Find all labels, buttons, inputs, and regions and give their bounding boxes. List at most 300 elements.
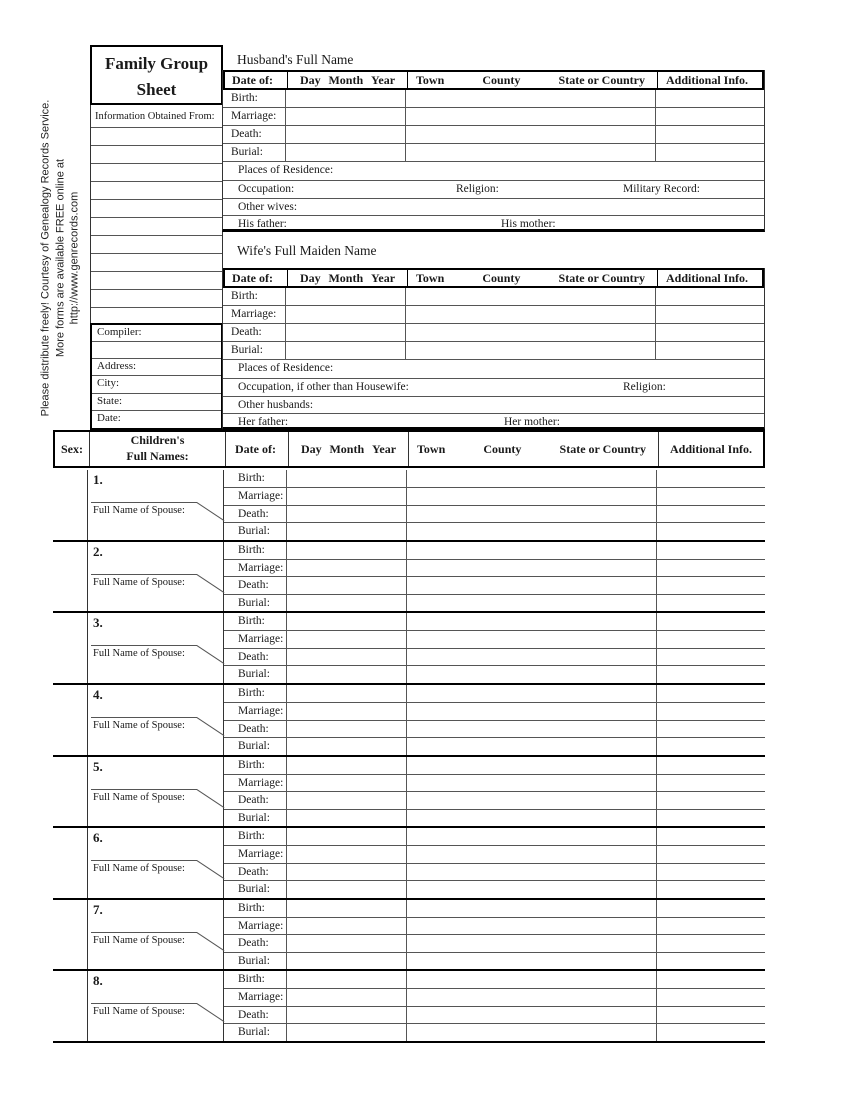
burial-label: Burial: [224, 738, 287, 755]
husband-other-wives-field[interactable] [223, 199, 764, 216]
date-cell[interactable] [287, 918, 407, 935]
husband-occupation-field[interactable] [223, 181, 764, 199]
additional-cell[interactable] [657, 810, 765, 827]
information-obtained-field[interactable] [91, 290, 222, 308]
spouse-divider-line [91, 932, 197, 933]
sidebar-note-line2: More forms are available FREE online at [54, 158, 67, 358]
child-8-event-rows [224, 971, 765, 1041]
marriage-label: Marriage: [224, 703, 287, 720]
wife-marriage-date-cell[interactable] [286, 306, 406, 323]
wife-parents-field[interactable] [223, 414, 764, 429]
death-label: Death: [224, 577, 287, 594]
child-birth-row [224, 685, 765, 703]
child-marriage-row [224, 775, 765, 793]
spouse-label: Full Name of Spouse: [93, 505, 185, 516]
husband-marriage-place-cell[interactable] [406, 108, 656, 125]
additional-cell[interactable] [657, 971, 765, 988]
child-death-row [224, 935, 765, 953]
child-number: 2. [93, 544, 103, 559]
child-7-name-cell[interactable] [88, 900, 224, 969]
husband-death-date-cell[interactable] [286, 126, 406, 143]
wife-burial-additional-cell[interactable] [656, 342, 764, 359]
husband-burial-date-cell[interactable] [286, 144, 406, 161]
wife-occupation-field[interactable] [223, 379, 764, 397]
place-cell[interactable] [407, 488, 657, 505]
date-cell[interactable] [287, 488, 407, 505]
compiler-field-extra[interactable] [92, 342, 221, 359]
wife-birth-place-cell[interactable] [406, 288, 656, 305]
sidebar-note [38, 85, 92, 430]
marriage-label: Marriage: [223, 108, 286, 125]
child-1-name-cell[interactable] [88, 470, 224, 540]
place-cell[interactable] [407, 900, 657, 917]
child-birth-row [224, 828, 765, 846]
burial-label: Burial: [224, 881, 287, 898]
child-birth-row [224, 757, 765, 775]
wife-table-header [223, 268, 764, 288]
child-5-name-cell[interactable] [88, 757, 224, 826]
wife-table [222, 268, 765, 430]
child-8-name-cell[interactable] [88, 971, 224, 1041]
child-3-event-rows [224, 613, 765, 683]
date-cell[interactable] [287, 881, 407, 898]
spouse-label: Full Name of Spouse: [93, 648, 185, 659]
header-day-month-year [288, 270, 408, 286]
city-field[interactable] [92, 376, 221, 393]
her-mother-label: Her mother: [504, 416, 560, 428]
additional-cell[interactable] [657, 488, 765, 505]
spouse-divider-line [91, 574, 197, 575]
military-record-label: Military Record: [623, 183, 700, 195]
date-cell[interactable] [287, 738, 407, 755]
child-6-name-cell[interactable] [88, 828, 224, 898]
header-year: Year [371, 72, 396, 87]
child-1-sex-cell[interactable] [53, 470, 88, 540]
place-cell[interactable] [407, 523, 657, 540]
date-cell[interactable] [287, 864, 407, 881]
spouse-divider-line [91, 717, 197, 718]
death-label: Death: [224, 1007, 287, 1024]
information-obtained-field[interactable] [91, 146, 222, 164]
place-cell[interactable] [407, 631, 657, 648]
additional-cell[interactable] [657, 703, 765, 720]
date-cell[interactable] [287, 666, 407, 683]
header-day-month-year [288, 72, 408, 88]
additional-cell[interactable] [657, 900, 765, 917]
place-cell[interactable] [407, 971, 657, 988]
child-4-name-cell[interactable] [88, 685, 224, 755]
date-cell[interactable] [287, 900, 407, 917]
husband-birth-additional-cell[interactable] [656, 90, 764, 107]
other-wives-label: Other wives: [238, 201, 298, 213]
child-2-name-cell[interactable] [88, 542, 224, 611]
information-obtained-field[interactable] [91, 128, 222, 146]
date-cell[interactable] [287, 506, 407, 523]
date-cell[interactable] [287, 935, 407, 952]
place-cell[interactable] [407, 560, 657, 577]
date-cell[interactable] [287, 613, 407, 630]
state-label: State: [97, 394, 123, 407]
child-3-block [53, 613, 765, 685]
husband-marriage-date-cell[interactable] [286, 108, 406, 125]
additional-cell[interactable] [657, 523, 765, 540]
wife-death-row [223, 324, 764, 342]
child-birth-row [224, 613, 765, 631]
place-cell[interactable] [407, 775, 657, 792]
additional-cell[interactable] [657, 953, 765, 970]
place-cell[interactable] [407, 506, 657, 523]
religion-label: Religion: [623, 381, 666, 393]
spouse-label: Full Name of Spouse: [93, 935, 185, 946]
husband-burial-additional-cell[interactable] [656, 144, 764, 161]
child-8-sex-cell[interactable] [53, 971, 88, 1041]
header-month: Month [328, 72, 364, 87]
spouse-label: Full Name of Spouse: [93, 1006, 185, 1017]
place-cell[interactable] [407, 953, 657, 970]
child-birth-row [224, 971, 765, 989]
child-3-name-cell[interactable] [88, 613, 224, 683]
child-1-block [53, 470, 765, 542]
header-county: County [482, 72, 521, 87]
husband-table [222, 70, 765, 232]
wife-death-date-cell[interactable] [286, 324, 406, 341]
child-1-event-rows [224, 470, 765, 540]
header-sex: Sex: [55, 432, 90, 466]
additional-cell[interactable] [657, 613, 765, 630]
spouse-divider-line [91, 789, 197, 790]
wife-burial-date-cell[interactable] [286, 342, 406, 359]
child-number: 5. [93, 759, 103, 774]
death-label: Death: [223, 324, 286, 341]
date-cell[interactable] [287, 631, 407, 648]
place-cell[interactable] [407, 703, 657, 720]
header-town: Town [416, 270, 445, 285]
child-2-block [53, 542, 765, 613]
place-cell[interactable] [407, 989, 657, 1006]
child-marriage-row [224, 846, 765, 864]
wife-marriage-place-cell[interactable] [406, 306, 656, 323]
place-cell[interactable] [407, 810, 657, 827]
header-state-or-country: State or Country [558, 72, 645, 87]
birth-label: Birth: [223, 288, 286, 305]
death-label: Death: [223, 126, 286, 143]
other-husbands-label: Other husbands: [238, 399, 314, 411]
her-father-label: Her father: [238, 416, 289, 428]
spouse-divider-line [91, 860, 197, 861]
husband-burial-place-cell[interactable] [406, 144, 656, 161]
header-date-of: Date of: [226, 432, 289, 466]
date-cell[interactable] [287, 792, 407, 809]
place-cell[interactable] [407, 613, 657, 630]
place-cell[interactable] [407, 738, 657, 755]
death-label: Death: [224, 792, 287, 809]
burial-label: Burial: [224, 595, 287, 612]
child-death-row [224, 721, 765, 739]
child-birth-row [224, 542, 765, 560]
additional-cell[interactable] [657, 1007, 765, 1024]
date-cell[interactable] [287, 685, 407, 702]
husband-parents-field[interactable] [223, 216, 764, 231]
form-title-line2: Sheet [136, 79, 177, 99]
header-month: Month [329, 441, 365, 456]
children-table-header [53, 430, 765, 468]
additional-cell[interactable] [657, 881, 765, 898]
death-label: Death: [224, 721, 287, 738]
place-cell[interactable] [407, 846, 657, 863]
information-obtained-field[interactable] [91, 254, 222, 272]
birth-label: Birth: [224, 542, 287, 559]
additional-cell[interactable] [657, 918, 765, 935]
header-additional-info: Additional Info. [666, 270, 749, 285]
burial-label: Burial: [224, 666, 287, 683]
header-county: County [482, 270, 521, 285]
child-number: 1. [93, 472, 103, 487]
date-cell[interactable] [287, 649, 407, 666]
child-4-block [53, 685, 765, 757]
wife-marriage-additional-cell[interactable] [656, 306, 764, 323]
husband-marriage-additional-cell[interactable] [656, 108, 764, 125]
child-6-sex-cell[interactable] [53, 828, 88, 898]
address-field[interactable] [92, 359, 221, 376]
child-number: 6. [93, 830, 103, 845]
wife-other-husbands-field[interactable] [223, 397, 764, 414]
places-of-residence-label: Places of Residence: [238, 164, 334, 176]
additional-cell[interactable] [657, 935, 765, 952]
place-cell[interactable] [407, 649, 657, 666]
birth-label: Birth: [224, 757, 287, 774]
header-year: Year [371, 270, 396, 285]
death-label: Death: [224, 649, 287, 666]
date-field[interactable] [92, 411, 221, 428]
child-6-event-rows [224, 828, 765, 898]
compiler-box [90, 323, 223, 430]
additional-cell[interactable] [657, 666, 765, 683]
husband-death-row [223, 126, 764, 144]
date-cell[interactable] [287, 577, 407, 594]
place-cell[interactable] [407, 757, 657, 774]
form-title-line1: Family Group [104, 54, 209, 73]
child-burial-row [224, 595, 765, 612]
birth-label: Birth: [224, 685, 287, 702]
header-town-county-state [408, 270, 658, 286]
spouse-label: Full Name of Spouse: [93, 863, 185, 874]
child-7-sex-cell[interactable] [53, 900, 88, 969]
child-death-row [224, 792, 765, 810]
date-cell[interactable] [287, 703, 407, 720]
wife-places-of-residence-field[interactable] [223, 360, 764, 379]
occupation-if-other-label: Occupation, if other than Housewife: [238, 381, 409, 393]
information-obtained-field[interactable] [91, 200, 222, 218]
child-marriage-row [224, 631, 765, 649]
date-cell[interactable] [287, 953, 407, 970]
place-cell[interactable] [407, 542, 657, 559]
additional-cell[interactable] [657, 470, 765, 487]
child-number: 7. [93, 902, 103, 917]
burial-label: Burial: [223, 144, 286, 161]
child-marriage-row [224, 488, 765, 506]
information-obtained-field[interactable] [91, 272, 222, 290]
burial-label: Burial: [223, 342, 286, 359]
additional-cell[interactable] [657, 775, 765, 792]
his-father-label: His father: [238, 218, 287, 230]
date-cell[interactable] [287, 523, 407, 540]
date-cell[interactable] [287, 828, 407, 845]
information-obtained-field[interactable] [91, 236, 222, 254]
burial-label: Burial: [224, 1024, 287, 1041]
additional-cell[interactable] [657, 721, 765, 738]
header-state-or-country: State or Country [558, 270, 645, 285]
header-day: Day [299, 270, 321, 285]
birth-label: Birth: [224, 828, 287, 845]
wife-burial-row [223, 342, 764, 360]
information-obtained-field[interactable] [91, 182, 222, 200]
child-number: 4. [93, 687, 103, 702]
additional-cell[interactable] [657, 792, 765, 809]
additional-cell[interactable] [657, 846, 765, 863]
additional-cell[interactable] [657, 1024, 765, 1041]
child-7-block [53, 900, 765, 971]
additional-cell[interactable] [657, 631, 765, 648]
husband-table-header [223, 70, 764, 90]
wife-burial-place-cell[interactable] [406, 342, 656, 359]
child-marriage-row [224, 703, 765, 721]
place-cell[interactable] [407, 685, 657, 702]
additional-cell[interactable] [657, 989, 765, 1006]
place-cell[interactable] [407, 721, 657, 738]
child-5-sex-cell[interactable] [53, 757, 88, 826]
wife-death-additional-cell[interactable] [656, 324, 764, 341]
date-cell[interactable] [287, 721, 407, 738]
child-death-row [224, 506, 765, 524]
husband-birth-date-cell[interactable] [286, 90, 406, 107]
place-cell[interactable] [407, 595, 657, 612]
state-field[interactable] [92, 394, 221, 411]
information-obtained-label: Information Obtained From: [91, 105, 222, 128]
additional-cell[interactable] [657, 864, 765, 881]
place-cell[interactable] [407, 577, 657, 594]
compiler-field[interactable] [92, 325, 221, 342]
additional-cell[interactable] [657, 738, 765, 755]
date-cell[interactable] [287, 1024, 407, 1041]
address-label: Address: [97, 360, 137, 373]
marriage-label: Marriage: [224, 560, 287, 577]
date-cell[interactable] [287, 775, 407, 792]
header-date-of: Date of: [225, 270, 288, 286]
husband-death-additional-cell[interactable] [656, 126, 764, 143]
place-cell[interactable] [407, 918, 657, 935]
child-marriage-row [224, 560, 765, 578]
date-cell[interactable] [287, 560, 407, 577]
husband-marriage-row [223, 108, 764, 126]
child-6-block [53, 828, 765, 900]
child-4-sex-cell[interactable] [53, 685, 88, 755]
child-3-sex-cell[interactable] [53, 613, 88, 683]
place-cell[interactable] [407, 828, 657, 845]
header-children-full-names [90, 432, 226, 466]
husband-death-place-cell[interactable] [406, 126, 656, 143]
date-cell[interactable] [287, 810, 407, 827]
header-town-county-state [408, 72, 658, 88]
burial-label: Burial: [224, 953, 287, 970]
death-label: Death: [224, 935, 287, 952]
additional-cell[interactable] [657, 506, 765, 523]
header-state-or-country: State or Country [559, 441, 646, 456]
child-marriage-row [224, 989, 765, 1007]
additional-cell[interactable] [657, 649, 765, 666]
additional-cell[interactable] [657, 577, 765, 594]
child-8-block [53, 971, 765, 1043]
husband-birth-place-cell[interactable] [406, 90, 656, 107]
header-year: Year [372, 441, 397, 456]
date-cell[interactable] [287, 757, 407, 774]
child-4-event-rows [224, 685, 765, 755]
information-obtained-column [90, 105, 223, 323]
wife-birth-additional-cell[interactable] [656, 288, 764, 305]
occupation-label: Occupation: [238, 183, 295, 195]
place-cell[interactable] [407, 935, 657, 952]
marriage-label: Marriage: [224, 846, 287, 863]
burial-label: Burial: [224, 523, 287, 540]
header-day: Day [300, 441, 322, 456]
child-2-sex-cell[interactable] [53, 542, 88, 611]
additional-cell[interactable] [657, 828, 765, 845]
additional-cell[interactable] [657, 595, 765, 612]
birth-label: Birth: [223, 90, 286, 107]
information-obtained-field[interactable] [91, 164, 222, 182]
date-cell[interactable] [287, 971, 407, 988]
header-county: County [483, 441, 522, 456]
additional-cell[interactable] [657, 685, 765, 702]
form-title [90, 45, 223, 105]
place-cell[interactable] [407, 1024, 657, 1041]
date-cell[interactable] [287, 1007, 407, 1024]
date-cell[interactable] [287, 989, 407, 1006]
date-cell[interactable] [287, 846, 407, 863]
places-of-residence-label: Places of Residence: [238, 362, 334, 374]
child-number: 3. [93, 615, 103, 630]
spouse-divider-line [91, 645, 197, 646]
header-additional-info: Additional Info. [669, 441, 753, 456]
place-cell[interactable] [407, 666, 657, 683]
child-burial-row [224, 1024, 765, 1041]
date-cell[interactable] [287, 542, 407, 559]
child-7-event-rows [224, 900, 765, 969]
wife-death-place-cell[interactable] [406, 324, 656, 341]
birth-label: Birth: [224, 971, 287, 988]
information-obtained-field[interactable] [91, 218, 222, 236]
additional-cell[interactable] [657, 542, 765, 559]
marriage-label: Marriage: [223, 306, 286, 323]
additional-cell[interactable] [657, 560, 765, 577]
child-marriage-row [224, 918, 765, 936]
child-burial-row [224, 738, 765, 755]
marriage-label: Marriage: [224, 918, 287, 935]
husband-places-of-residence-field[interactable] [223, 162, 764, 181]
additional-cell[interactable] [657, 757, 765, 774]
place-cell[interactable] [407, 792, 657, 809]
date-cell[interactable] [287, 470, 407, 487]
place-cell[interactable] [407, 1007, 657, 1024]
child-birth-row [224, 470, 765, 488]
wife-birth-date-cell[interactable] [286, 288, 406, 305]
place-cell[interactable] [407, 881, 657, 898]
spouse-divider-line [91, 502, 197, 503]
place-cell[interactable] [407, 470, 657, 487]
child-burial-row [224, 666, 765, 683]
death-label: Death: [224, 864, 287, 881]
place-cell[interactable] [407, 864, 657, 881]
date-cell[interactable] [287, 595, 407, 612]
